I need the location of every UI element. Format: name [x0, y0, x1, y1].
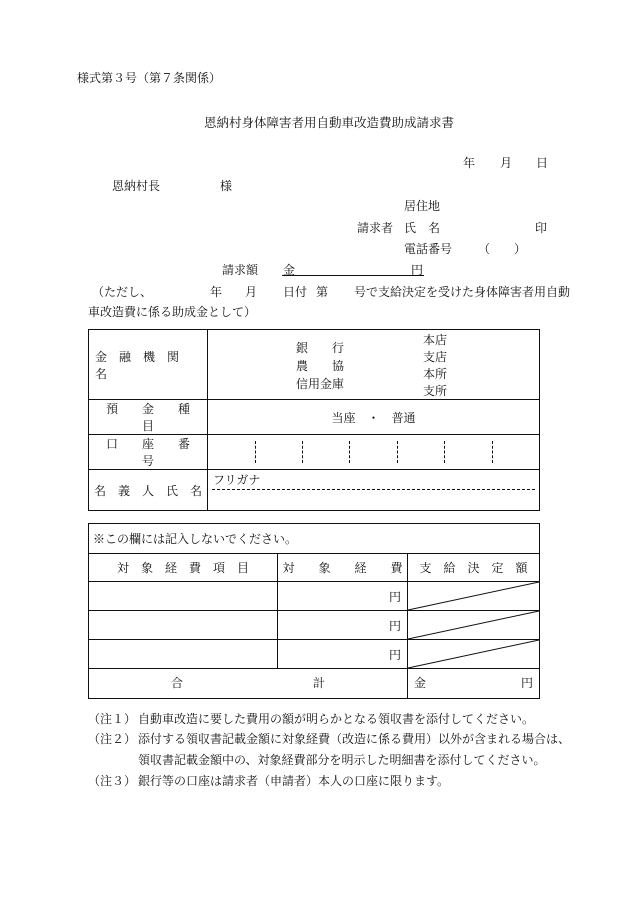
decided-amount-cell: [408, 640, 540, 669]
date-day-label: 日: [536, 156, 549, 170]
furigana-label: フリガナ: [213, 473, 261, 487]
seal-mark: 印: [535, 221, 548, 235]
diagonal-strike: [408, 640, 539, 668]
eligible-expense-cell: 円: [278, 611, 408, 640]
purpose-number-label: 第: [316, 285, 329, 299]
digit-divider: [302, 441, 303, 463]
form-number: 様式第３号（第７条関係）: [77, 71, 222, 85]
phone-label: 電話番号: [404, 242, 453, 256]
claim-amount-label: 請求額: [222, 263, 259, 277]
total-label-right: 計: [313, 676, 326, 690]
digit-divider: [444, 441, 445, 463]
purpose-close: 号で支給決定を受けた身体障害者用自動: [354, 285, 571, 299]
diagonal-strike: [408, 582, 539, 610]
expense-item-cell: [89, 640, 278, 669]
note-2-text: 添付する領収書記載金額に対象経費（改造に係る費用）以外が含まれる場合は、: [138, 732, 571, 746]
form-title: 恩納村身体障害者用自動車改造費助成請求書: [204, 115, 455, 130]
date-month-label: 月: [500, 156, 513, 170]
note-3-label: （注３）: [88, 774, 137, 788]
total-label-cell: [89, 669, 408, 699]
office-use-note: ※この欄には記入しないでください。: [89, 524, 540, 554]
header-eligible-expense: 対 象 経 費: [278, 554, 408, 582]
decided-amount-cell: [408, 611, 540, 640]
office-use-table: [88, 523, 540, 699]
addressee-name: 恩納村長: [112, 179, 161, 193]
note-1-text: 自動車改造に要した費用の額が明らかとなる領収書を添付してください。: [138, 712, 535, 726]
deposit-type-label: 預 金 種 目: [89, 400, 208, 435]
expense-item-cell: [89, 611, 278, 640]
total-amount-cell: [408, 669, 540, 699]
deposit-type-options[interactable]: 当座 ・ 普通: [208, 400, 540, 435]
claim-amount-prefix: 金: [283, 263, 296, 277]
claim-amount-underline: [282, 275, 424, 276]
phone-parens: （ ）: [478, 242, 527, 256]
institution-label-cell: [89, 330, 208, 400]
claimant-role-label: 請求者: [357, 221, 394, 235]
claim-amount-suffix: 円: [411, 263, 424, 277]
institution-label: 金 融 機 関 名: [95, 349, 192, 381]
institution-types: 銀 行 農 協 信用金庫: [296, 341, 345, 391]
holder-name-label: 名 義 人 氏 名: [89, 470, 208, 511]
branch-types: 本店 支店 本所 支所: [423, 333, 448, 398]
note-3-text: 銀行等の口座は請求者（申請者）本人の口座に限ります。: [138, 774, 450, 788]
purpose-month: 月: [245, 285, 258, 299]
purpose-day: 日付: [283, 285, 308, 299]
addressee-honorific: 様: [220, 179, 233, 193]
total-suffix: 円: [521, 676, 534, 690]
bank-account-table: [88, 329, 540, 511]
digit-divider: [255, 441, 256, 463]
decided-amount-cell: [408, 582, 540, 611]
total-label-left: 合: [171, 676, 184, 690]
address-label: 居住地: [404, 199, 441, 213]
header-decided-amount: 支 給 決 定 額: [408, 554, 540, 582]
digit-divider: [349, 441, 350, 463]
note-2-continuation: 領収書記載金額中の、対象経費部分を明示した明細書を添付してください。: [138, 753, 546, 767]
furigana-divider: [212, 489, 535, 490]
account-number-label: 口 座 番 号: [89, 435, 208, 470]
note-1-label: （注１）: [88, 712, 137, 726]
purpose-year: 年: [210, 285, 223, 299]
total-prefix: 金: [414, 676, 427, 690]
purpose-line-2: 車改造費に係る助成金として）: [88, 305, 257, 319]
claimant-name-label: 氏 名: [404, 221, 441, 235]
purpose-open: （ただし、: [92, 285, 153, 299]
eligible-expense-cell: 円: [278, 640, 408, 669]
eligible-expense-cell: 円: [278, 582, 408, 611]
digit-divider: [397, 441, 398, 463]
institution-value-cell[interactable]: [208, 330, 540, 400]
holder-name-field[interactable]: [208, 470, 540, 511]
expense-item-cell: [89, 582, 278, 611]
diagonal-strike: [408, 611, 539, 639]
account-number-field[interactable]: [208, 435, 540, 470]
header-expense-item: 対 象 経 費 項 目: [89, 554, 278, 582]
date-year-label: 年: [463, 156, 476, 170]
digit-divider: [492, 441, 493, 463]
note-2-label: （注２）: [88, 732, 137, 746]
